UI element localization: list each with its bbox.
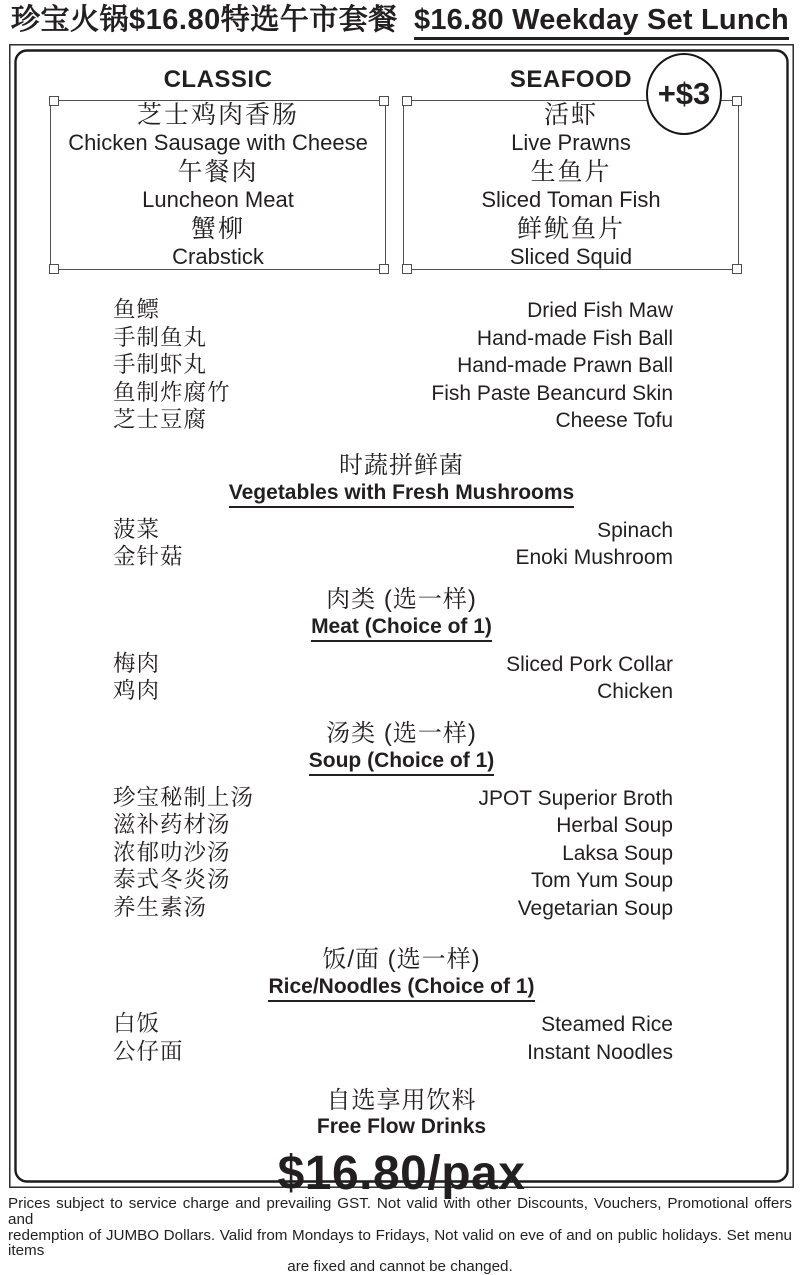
price-per-pax: $16.80/pax xyxy=(277,1147,526,1200)
menu-item-row xyxy=(113,1006,673,1034)
menu-item-pair xyxy=(51,100,385,157)
item-name-zh: 生鱼片 xyxy=(530,157,612,186)
item-name-en: Dried Fish Maw xyxy=(527,299,673,322)
menu-item-row xyxy=(113,673,673,701)
menu-item-row xyxy=(113,375,673,403)
item-name-en: Sliced Pork Collar xyxy=(506,652,673,676)
menu-item-row xyxy=(113,807,673,835)
item-name-zh: 养生素汤 xyxy=(113,894,208,920)
seafood-surcharge-badge: +$3 xyxy=(646,53,722,135)
menu-item-row xyxy=(113,1034,673,1062)
section-heading-en: Meat (Choice of 1) xyxy=(311,614,492,642)
item-name-zh: 梅肉 xyxy=(113,650,161,676)
item-name-zh: 午餐肉 xyxy=(177,157,259,186)
section-heading-en-wrap xyxy=(9,748,794,776)
item-name-en: Sliced Toman Fish xyxy=(481,186,661,212)
item-name-zh: 芝士豆腐 xyxy=(113,407,208,432)
item-name-en: JPOT Superior Broth xyxy=(478,786,673,810)
menu-item-row xyxy=(113,780,673,808)
corner-ornament xyxy=(379,264,389,274)
menu-item-row xyxy=(113,320,673,348)
item-name-en: Chicken xyxy=(597,680,673,703)
item-name-en: Sliced Squid xyxy=(509,243,633,269)
item-name-zh: 滋补药材汤 xyxy=(113,812,231,837)
menu-item-row xyxy=(113,292,673,320)
section-items-list xyxy=(113,646,673,701)
menu-item-pair xyxy=(404,214,738,271)
item-name-zh: 手制虾丸 xyxy=(113,352,208,377)
item-name-en: Herbal Soup xyxy=(556,814,673,837)
section-items-list xyxy=(113,512,673,567)
item-name-zh: 鱼制炸腐竹 xyxy=(113,379,231,405)
item-name-zh: 鱼鳔 xyxy=(113,297,161,322)
item-name-zh: 鲜鱿鱼片 xyxy=(516,214,625,243)
section-meat xyxy=(9,585,794,701)
item-name-zh: 芝士鸡肉香肠 xyxy=(136,100,299,129)
item-name-en: Chicken Sausage with Cheese xyxy=(68,129,368,155)
item-name-en: Live Prawns xyxy=(511,129,631,155)
section-items-list xyxy=(113,1006,673,1064)
section-items-list xyxy=(113,780,673,918)
drinks-en: Free Flow Drinks xyxy=(316,1115,487,1138)
menu-item-row xyxy=(113,835,673,863)
section-soup xyxy=(9,719,794,918)
corner-ornament xyxy=(732,264,742,274)
corner-ornament xyxy=(402,96,412,106)
terms-line: are fixed and cannot be changed. xyxy=(287,1258,513,1275)
menu-item-row xyxy=(113,646,673,674)
item-name-en: Vegetarian Soup xyxy=(517,896,673,920)
item-name-en: Tom Yum Soup xyxy=(530,869,673,892)
section-heading-en: Soup (Choice of 1) xyxy=(309,748,495,776)
section-rice-noodles xyxy=(9,945,794,1064)
corner-ornament xyxy=(402,264,412,274)
menu-item-row xyxy=(113,402,673,430)
section-heading-en-wrap xyxy=(9,480,794,508)
menu-body xyxy=(9,292,794,1201)
item-name-zh: 公仔面 xyxy=(113,1038,184,1064)
page-title-en: $16.80 Weekday Set Lunch xyxy=(414,4,789,40)
menu-item-pair xyxy=(404,157,738,214)
terms-line: redemption of JUMBO Dollars. Valid from Mondays to Fridays, Not valid on eve of and on public holidays. Set menu items xyxy=(8,1226,792,1260)
item-name-zh: 菠菜 xyxy=(113,516,161,542)
section-heading-en: Vegetables with Fresh Mushrooms xyxy=(229,480,574,508)
drinks-zh: 自选享用饮料 xyxy=(326,1087,477,1114)
corner-ornament xyxy=(49,96,59,106)
menu-item-row xyxy=(113,862,673,890)
terms-line: Prices subject to service charge and prevailing GST. Not valid with other Discounts, Vouchers, Promotional offers and xyxy=(8,1195,792,1228)
section-heading-en-wrap xyxy=(9,974,794,1002)
item-name-en: Enoki Mushroom xyxy=(515,546,673,569)
seafood-heading: SEAFOOD xyxy=(509,66,633,93)
item-name-zh: 蟹柳 xyxy=(190,214,245,243)
corner-ornament xyxy=(49,264,59,274)
section-heading-zh: 时蔬拼鲜菌 xyxy=(339,451,464,479)
item-name-en: Hand-made Fish Ball xyxy=(476,326,673,350)
shared-items-list xyxy=(113,292,673,430)
classic-box xyxy=(50,100,386,270)
section-heading-zh: 肉类 (选一样) xyxy=(326,585,477,613)
item-name-zh: 浓郁叻沙汤 xyxy=(113,839,231,865)
menu-item-pair xyxy=(51,157,385,214)
item-name-zh: 泰式冬炎汤 xyxy=(113,867,231,892)
section-vegetables xyxy=(9,451,794,567)
menu-item-row xyxy=(113,890,673,918)
decorative-frame xyxy=(9,44,794,1200)
item-name-zh: 金针菇 xyxy=(113,544,184,569)
corner-ornament xyxy=(379,96,389,106)
section-heading-zh: 汤类 (选一样) xyxy=(326,719,477,747)
item-name-en: Luncheon Meat xyxy=(142,186,294,212)
item-name-en: Crabstick xyxy=(172,243,264,269)
item-name-zh: 手制鱼丸 xyxy=(113,324,208,350)
item-name-en: Laksa Soup xyxy=(562,841,673,865)
corner-ornament xyxy=(732,96,742,106)
item-name-en: Fish Paste Beancurd Skin xyxy=(431,381,673,405)
item-name-zh: 白饭 xyxy=(113,1011,161,1036)
section-heading-en-wrap xyxy=(9,614,794,642)
item-name-zh: 珍宝秘制上汤 xyxy=(113,784,255,810)
section-heading-en: Rice/Noodles (Choice of 1) xyxy=(268,974,534,1002)
section-heading-zh: 饭/面 (选一样) xyxy=(322,946,481,973)
item-name-zh: 鸡肉 xyxy=(113,678,161,703)
menu-item-pair xyxy=(51,214,385,271)
item-name-en: Cheese Tofu xyxy=(555,409,673,432)
drinks-block xyxy=(9,1087,794,1139)
menu-item-row xyxy=(113,539,673,567)
menu-item-row xyxy=(113,347,673,375)
item-name-zh: 活虾 xyxy=(543,100,598,129)
page-title xyxy=(0,3,800,37)
menu-item-row xyxy=(113,512,673,540)
terms-fine-print xyxy=(8,1196,792,1275)
item-name-en: Instant Noodles xyxy=(527,1040,673,1064)
item-name-en: Spinach xyxy=(597,518,673,542)
page-title-zh: 珍宝火锅$16.80特选午市套餐 xyxy=(11,4,398,36)
classic-heading: CLASSIC xyxy=(163,66,273,93)
item-name-en: Hand-made Prawn Ball xyxy=(457,354,673,377)
item-name-en: Steamed Rice xyxy=(541,1013,673,1036)
